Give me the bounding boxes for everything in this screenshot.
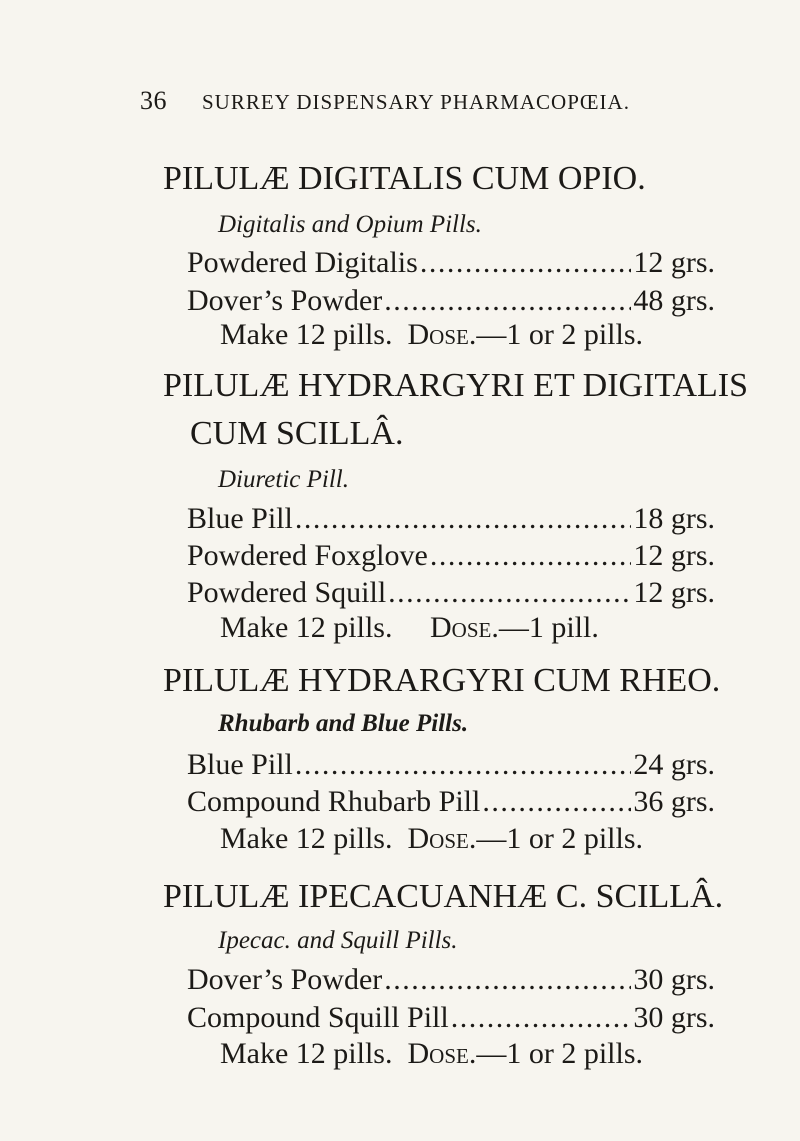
ingredient-qty: 30 grs. (633, 963, 715, 996)
recipe-subtitle: Rhubarb and Blue Pills. (218, 710, 469, 737)
dose-label: Dose. (407, 318, 477, 351)
dot-leader (295, 502, 631, 536)
make-text: Make 12 pills. (220, 822, 393, 855)
dosage-line (220, 611, 599, 645)
recipe-subtitle: Diuretic Pill. (218, 466, 349, 493)
ingredient-row (187, 246, 715, 282)
dot-leader (451, 1001, 632, 1035)
ingredient-row (187, 748, 715, 784)
dose-label: Dose. (407, 1037, 477, 1070)
ingredient-qty: 18 grs. (633, 502, 715, 535)
dosage-line (220, 822, 643, 856)
make-text: Make 12 pills. (220, 1037, 393, 1070)
ingredient-name: Powdered Foxglove (187, 539, 428, 572)
ingredient-row (187, 1001, 715, 1037)
recipe-title: PILULÆ DIGITALIS CUM OPIO. (163, 160, 646, 197)
make-text: Make 12 pills. (220, 318, 393, 351)
recipe-title: PILULÆ HYDRARGYRI CUM RHEO. (163, 662, 721, 699)
ingredient-name: Powdered Digitalis (187, 246, 418, 279)
dose-text: —1 or 2 pills. (476, 1037, 644, 1070)
ingredient-qty: 30 grs. (633, 1001, 715, 1034)
dose-text: —1 or 2 pills. (476, 318, 644, 351)
ingredient-name: Compound Squill Pill (187, 1001, 449, 1034)
ingredient-qty: 12 grs. (633, 576, 715, 609)
running-title: SURREY DISPENSARY PHARMACOPŒIA. (202, 90, 630, 114)
dose-label: Dose. (430, 611, 499, 644)
page-number: 36 (140, 86, 167, 115)
ingredient-name: Dover’s Powder (187, 284, 383, 317)
dose-label: Dose. (407, 822, 477, 855)
dot-leader (384, 963, 631, 997)
dosage-line (220, 1037, 643, 1071)
make-text: Make 12 pills. (220, 611, 393, 644)
ingredient-row (187, 963, 715, 999)
recipe-title-continued: CUM SCILLÂ. (190, 415, 404, 452)
dose-text: —1 pill. (498, 611, 599, 644)
dot-leader (384, 284, 631, 318)
dot-leader (295, 748, 631, 782)
recipe-title: PILULÆ HYDRARGYRI ET DIGITALIS (163, 367, 749, 404)
dot-leader (430, 539, 632, 573)
ingredient-name: Compound Rhubarb Pill (187, 785, 481, 818)
dot-leader (420, 246, 632, 280)
ingredient-qty: 24 grs. (633, 748, 715, 781)
dose-text: —1 or 2 pills. (476, 822, 644, 855)
ingredient-qty: 12 grs. (633, 246, 715, 279)
recipe-title: PILULÆ IPECACUANHÆ C. SCILLÂ. (163, 878, 724, 915)
ingredient-name: Blue Pill (187, 502, 293, 535)
ingredient-row (187, 502, 715, 538)
ingredient-row (187, 785, 715, 821)
ingredient-name: Powdered Squill (187, 576, 387, 609)
recipe-subtitle: Ipecac. and Squill Pills. (218, 927, 458, 954)
ingredient-name: Blue Pill (187, 748, 293, 781)
dot-leader (388, 576, 631, 610)
ingredient-qty: 48 grs. (633, 284, 715, 317)
ingredient-row (187, 576, 715, 612)
recipe-subtitle: Digitalis and Opium Pills. (218, 211, 482, 238)
ingredient-name: Dover’s Powder (187, 963, 383, 996)
ingredient-qty: 36 grs. (633, 785, 715, 818)
dot-leader (482, 785, 631, 819)
ingredient-row (187, 284, 715, 320)
ingredient-qty: 12 grs. (633, 539, 715, 572)
dosage-line (220, 318, 643, 352)
ingredient-row (187, 539, 715, 575)
page-header (140, 86, 760, 126)
